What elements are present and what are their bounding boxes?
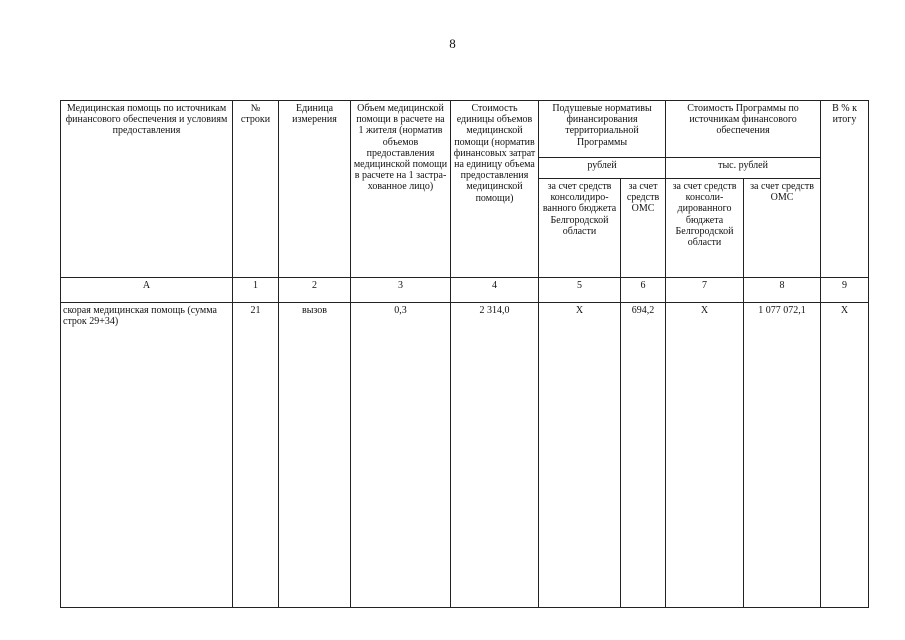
header-col-2: Единица измерения (279, 101, 351, 278)
column-number: 6 (621, 278, 666, 303)
column-numbers-row (61, 278, 869, 303)
header-unit-thous-rub: тыс. рублей (666, 158, 821, 179)
header-row-1 (61, 101, 869, 158)
column-number: 9 (821, 278, 869, 303)
header-group-per-capita: Подушевые нормативы финансирования территориальной Программы (539, 101, 666, 158)
column-number: А (61, 278, 233, 303)
row-per-capita-oms: 694,2 (621, 303, 666, 608)
row-per-capita-budget: Х (539, 303, 621, 608)
row-line-number: 21 (233, 303, 279, 608)
column-number: 8 (744, 278, 821, 303)
row-unit-cost: 2 314,0 (451, 303, 539, 608)
row-cost-oms: 1 077 072,1 (744, 303, 821, 608)
header-col-3: Объем медицинской помощи в расчете на 1 жителя (норматив объемов предоставления медицинской помощи в расчете на 1 застра-хованное лицо) (351, 101, 451, 278)
header-col-9: В % к итогу (821, 101, 869, 278)
header-unit-rub: рублей (539, 158, 666, 179)
column-number: 2 (279, 278, 351, 303)
row-unit: вызов (279, 303, 351, 608)
column-number: 4 (451, 278, 539, 303)
column-number: 1 (233, 278, 279, 303)
row-name: скорая медицинская помощь (сумма строк 29+34) (61, 303, 233, 608)
program-cost-table (60, 100, 869, 608)
header-col-1: № строки (233, 101, 279, 278)
table-row (61, 303, 869, 608)
header-group-program-cost: Стоимость Программы по источникам финансового обеспечения (666, 101, 821, 158)
column-number: 7 (666, 278, 744, 303)
row-percent: Х (821, 303, 869, 608)
page-number: 8 (449, 36, 456, 51)
row-volume: 0,3 (351, 303, 451, 608)
header-col-5: за счет средств консолидиро-ванного бюджета Белгородской области (539, 179, 621, 278)
column-number: 3 (351, 278, 451, 303)
column-number: 5 (539, 278, 621, 303)
header-col-7: за счет средств консоли-дированного бюджета Белгородской области (666, 179, 744, 278)
header-col-4: Стоимость единицы объемов медицинской помощи (норматив финансовых затрат на единицу объема предоставления медицинской помощи) (451, 101, 539, 278)
header-col-6: за счет средств ОМС (621, 179, 666, 278)
header-col-a: Медицинская помощь по источникам финансового обеспечения и условиям предоставления (61, 101, 233, 278)
row-cost-budget: Х (666, 303, 744, 608)
header-col-8: за счет средств ОМС (744, 179, 821, 278)
